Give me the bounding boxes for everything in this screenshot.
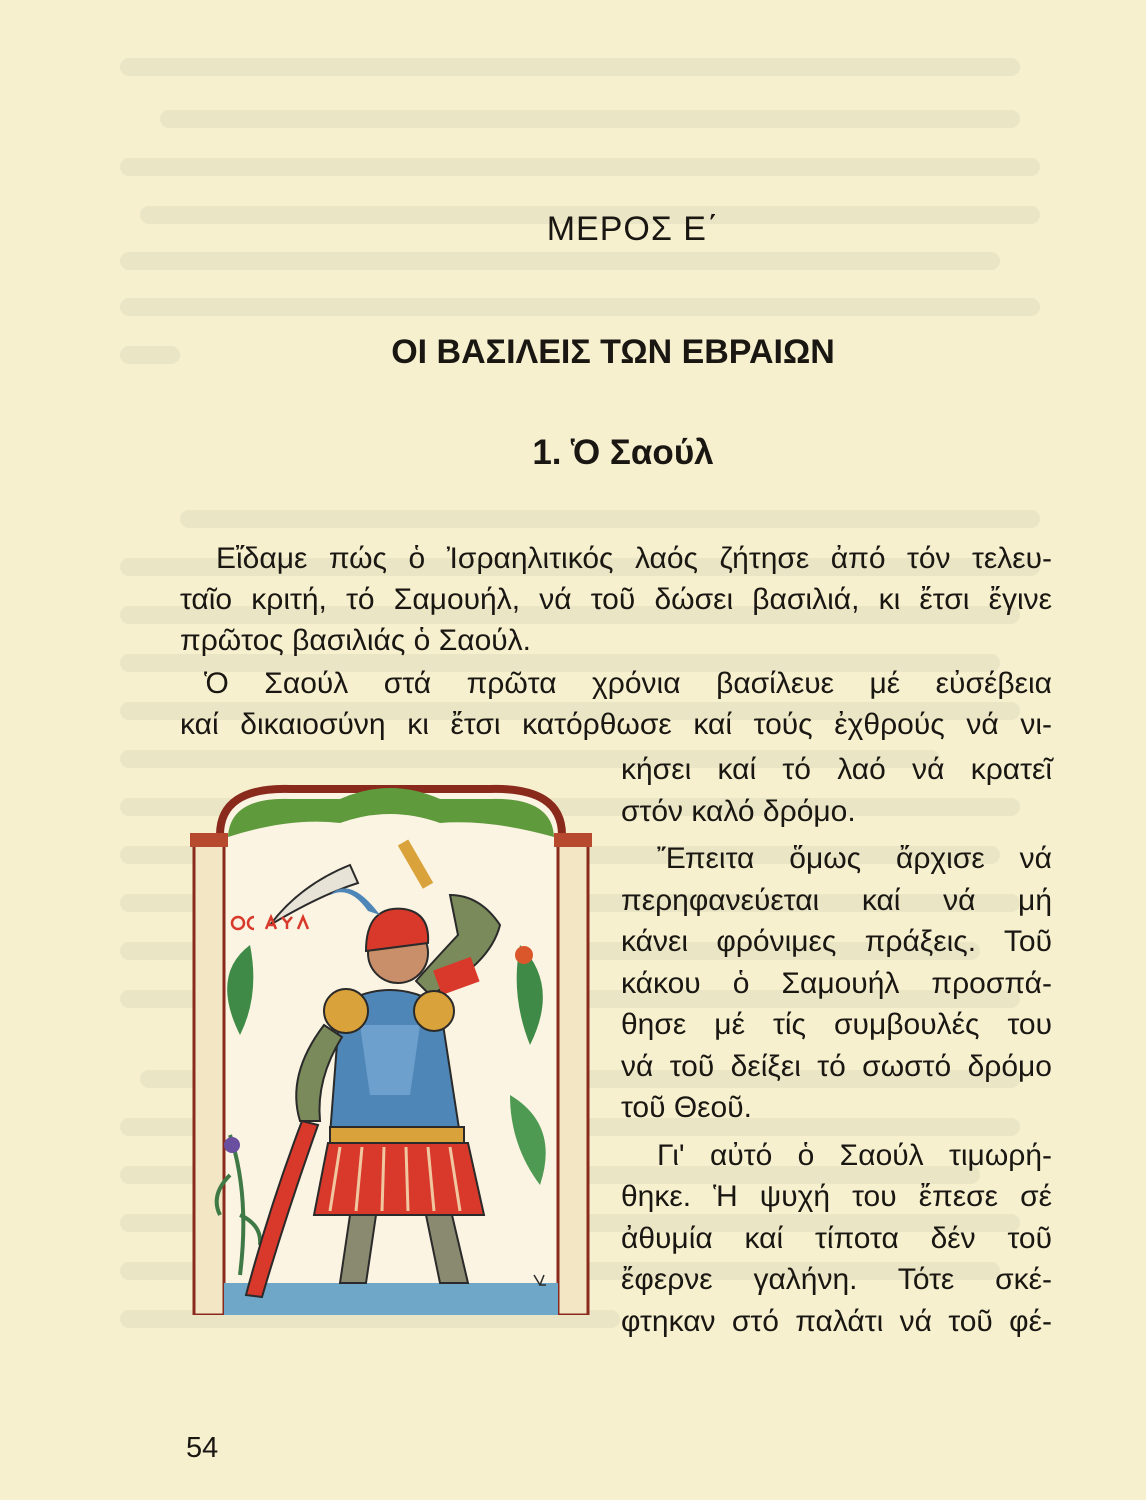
text-line: στόν καλό δρόμο. xyxy=(621,794,856,828)
text-line: κήσει καί τό λαό νά κρατεῖ xyxy=(621,753,1052,786)
text-line: πρῶτος βασιλιάς ὁ Σαούλ. xyxy=(180,624,532,657)
paragraph-1 xyxy=(180,538,1052,661)
right-column-text xyxy=(621,749,1052,1342)
saul-illustration xyxy=(190,775,592,1315)
page-number: 54 xyxy=(186,1432,219,1464)
text-line: ἔφερνε γαλήνη. Τότε σκέ- xyxy=(621,1263,1052,1296)
text-line: τοῦ Θεοῦ. xyxy=(621,1091,752,1124)
text-line: νά τοῦ δείξει τό σωστό δρόμο xyxy=(621,1049,1052,1083)
saul-warrior-icon xyxy=(190,775,592,1315)
text-line: κάνει φρόνιμες πράξεις. Τοῦ xyxy=(621,925,1052,958)
text-line: ταῖο κριτή, τό Σαμουήλ, νά τοῦ δώσει βασιλιά, κι ἔτσι ἔγινε xyxy=(180,583,1052,616)
text-line: περηφανεύεται καί νά μή xyxy=(621,883,1052,917)
part-title: ΜΕΡΟΣ Ε΄ xyxy=(546,210,720,248)
text-line: Γι' αὐτό ὁ Σαούλ τιμωρή- xyxy=(657,1138,1052,1172)
text-line: Ἔπειτα ὅμως ἄρχισε νά xyxy=(657,842,1052,875)
text-line: φτηκαν στό παλάτι νά τοῦ φέ- xyxy=(621,1304,1052,1338)
text-line: κάκου ὁ Σαμουήλ προσπά- xyxy=(621,966,1052,1000)
text-line: Εἴδαμε πώς ὁ Ἰσραηλιτικός λαός ζήτησε ἀπό τόν τελευ- xyxy=(216,542,1052,575)
section-title: ΟΙ ΒΑΣΙΛΕΙΣ ΤΩΝ ΕΒΡΑΙΩΝ xyxy=(391,333,835,371)
text-line: θηκε. Ἡ ψυχή του ἔπεσε σέ xyxy=(621,1180,1052,1213)
text-line: ἀθυμία καί τίποτα δέν τοῦ xyxy=(621,1221,1052,1255)
text-line: καί δικαιοσύνη κι ἔτσι κατόρθωσε καί τούς ἐχθρούς νά νι- xyxy=(180,708,1052,741)
chapter-title: 1. Ὁ Σαούλ xyxy=(532,433,714,472)
text-line: Ὁ Σαούλ στά πρῶτα χρόνια βασίλευε μέ εὐσέβεια xyxy=(204,667,1052,700)
paragraph-2 xyxy=(180,663,1052,745)
text-line: θησε μέ τίς συμβουλές του xyxy=(621,1008,1052,1041)
